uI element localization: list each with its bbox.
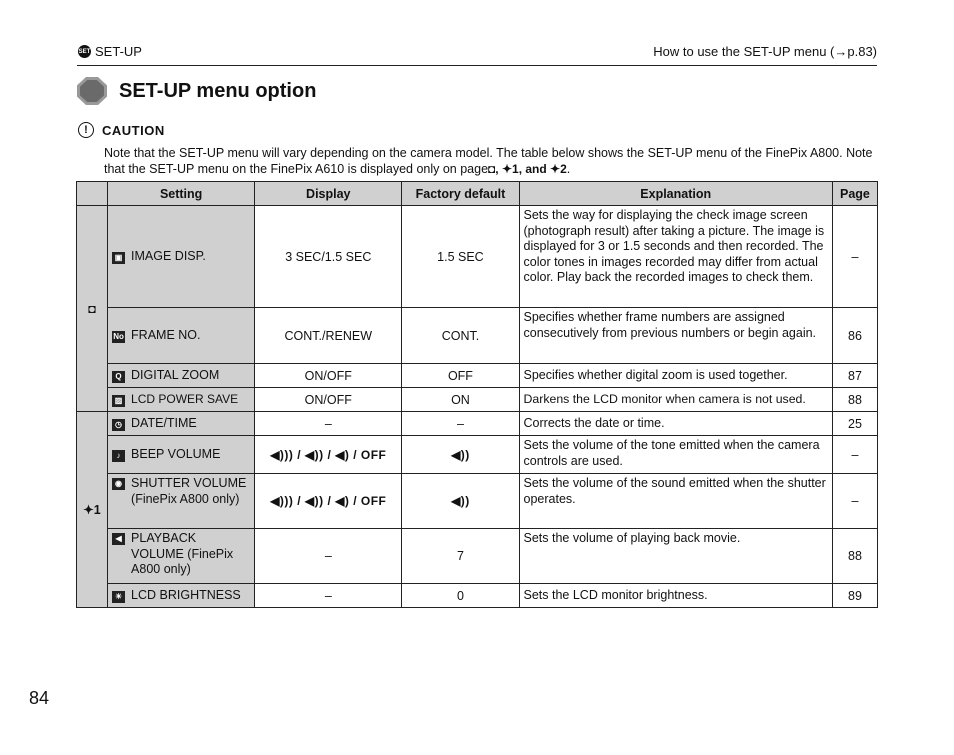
explanation: Sets the volume of the tone emitted when the camera controls are used. [519,436,832,474]
page-ref: – [832,436,877,474]
header-setting: Setting [108,182,255,206]
table-row [77,529,878,584]
page-ref: 88 [832,388,877,412]
setting-name: FRAME NO. [131,327,201,342]
camera-group-icon: ◘ [77,206,108,412]
page-ref: 89 [832,584,877,608]
shutter-volume-icon: ◉ [112,478,125,490]
display-value: CONT./RENEW [255,308,402,364]
header-rule [77,65,877,66]
table-row [77,206,878,308]
table-row [77,388,878,412]
explanation: Specifies whether frame numbers are assigned consecutively from previous numbers or begin again. [519,308,832,364]
explanation: Specifies whether digital zoom is used together. [519,364,832,388]
octagon-icon [77,77,107,105]
page-title: SET-UP menu option [119,79,317,102]
note-end: . [566,161,571,176]
explanation: Sets the LCD monitor brightness. [519,584,832,608]
default-value: ON [402,388,519,412]
playback-volume-icon: ◀ [112,533,125,545]
default-value: 7 [402,529,519,584]
header-factory-default: Factory default [402,182,519,206]
digital-zoom-icon: Q [112,371,125,383]
camera-icon: ◘ [488,161,496,176]
howto-link[interactable]: How to use the SET-UP menu (→p.83) [653,44,877,59]
default-value: 1.5 SEC [402,206,519,308]
table-row [77,474,878,529]
table-row [77,584,878,608]
header-display: Display [255,182,402,206]
default-value: CONT. [402,308,519,364]
setting-name: SHUTTER VOLUME (FinePix A800 only) [131,476,247,506]
display-value: ◀))) / ◀)) / ◀) / OFF [255,474,402,529]
display-value: – [255,412,402,436]
wrench-2-icon: , and ✦2 [518,161,567,176]
page-ref: 87 [832,364,877,388]
caution-note [104,146,874,177]
display-value: ON/OFF [255,388,402,412]
table-header-row [77,182,878,206]
table-row [77,436,878,474]
lcd-brightness-icon: ☀ [112,591,125,603]
setting-name: LCD BRIGHTNESS [131,587,241,602]
display-value: – [255,584,402,608]
page-ref: 25 [832,412,877,436]
default-value: OFF [402,364,519,388]
display-value: – [255,529,402,584]
setup-menu-table [76,181,878,608]
section-label: SET-UP [95,44,142,59]
section-header [78,44,142,59]
display-value: ◀))) / ◀)) / ◀) / OFF [255,436,402,474]
explanation: Corrects the date or time. [519,412,832,436]
header-explanation: Explanation [519,182,832,206]
header-group [77,182,108,206]
header-page: Page [832,182,877,206]
lcd-power-save-icon: ▨ [112,395,125,407]
beep-volume-icon: ♪ [112,450,125,462]
wrench-group-icon: ✦1 [77,412,108,608]
setting-name: DIGITAL ZOOM [131,367,220,382]
caution-block [78,122,165,138]
exclamation-icon: ! [78,122,94,138]
date-time-icon: ◷ [112,419,125,431]
page-ref: – [832,474,877,529]
default-value: ◀)) [402,474,519,529]
setting-name: IMAGE DISP. [131,248,206,263]
explanation: Sets the volume of playing back movie. [519,529,832,584]
caution-label: CAUTION [102,122,165,138]
image-disp-icon: ▣ [112,252,125,264]
explanation: Sets the volume of the sound emitted when the shutter operates. [519,474,832,529]
page-ref: 88 [832,529,877,584]
explanation: Sets the way for displaying the check image screen (photograph result) after taking a picture. The image is displayed for 3 or 1.5 seconds and then recorded. The color tones in images recorded may differ from actual color. Play back the recorded images to check them. [519,206,832,308]
frame-no-icon: No [113,331,124,341]
display-value: 3 SEC/1.5 SEC [255,206,402,308]
table-row [77,364,878,388]
table-row [77,308,878,364]
setup-icon: SET [78,45,91,58]
table-row [77,412,878,436]
default-value: – [402,412,519,436]
wrench-1-icon: , ✦1 [495,161,519,176]
setting-name: PLAYBACK VOLUME (FinePix A800 only) [131,531,234,576]
note-text: Note that the SET-UP menu will vary depending on the camera model. The table below shows the SET-UP menu of the FinePix A800. Note that the SET-UP menu on the FinePix A610 is displayed only on page [104,146,873,176]
title-block [77,77,316,105]
page-number: 84 [29,688,50,708]
setting-name: LCD POWER SAVE [131,391,239,406]
setting-name: DATE/TIME [131,415,197,430]
setting-name: BEEP VOLUME [131,446,221,461]
default-value: 0 [402,584,519,608]
page-ref: 86 [832,308,877,364]
default-value: ◀)) [402,436,519,474]
explanation: Darkens the LCD monitor when camera is not used. [519,388,832,412]
page-ref: – [832,206,877,308]
display-value: ON/OFF [255,364,402,388]
